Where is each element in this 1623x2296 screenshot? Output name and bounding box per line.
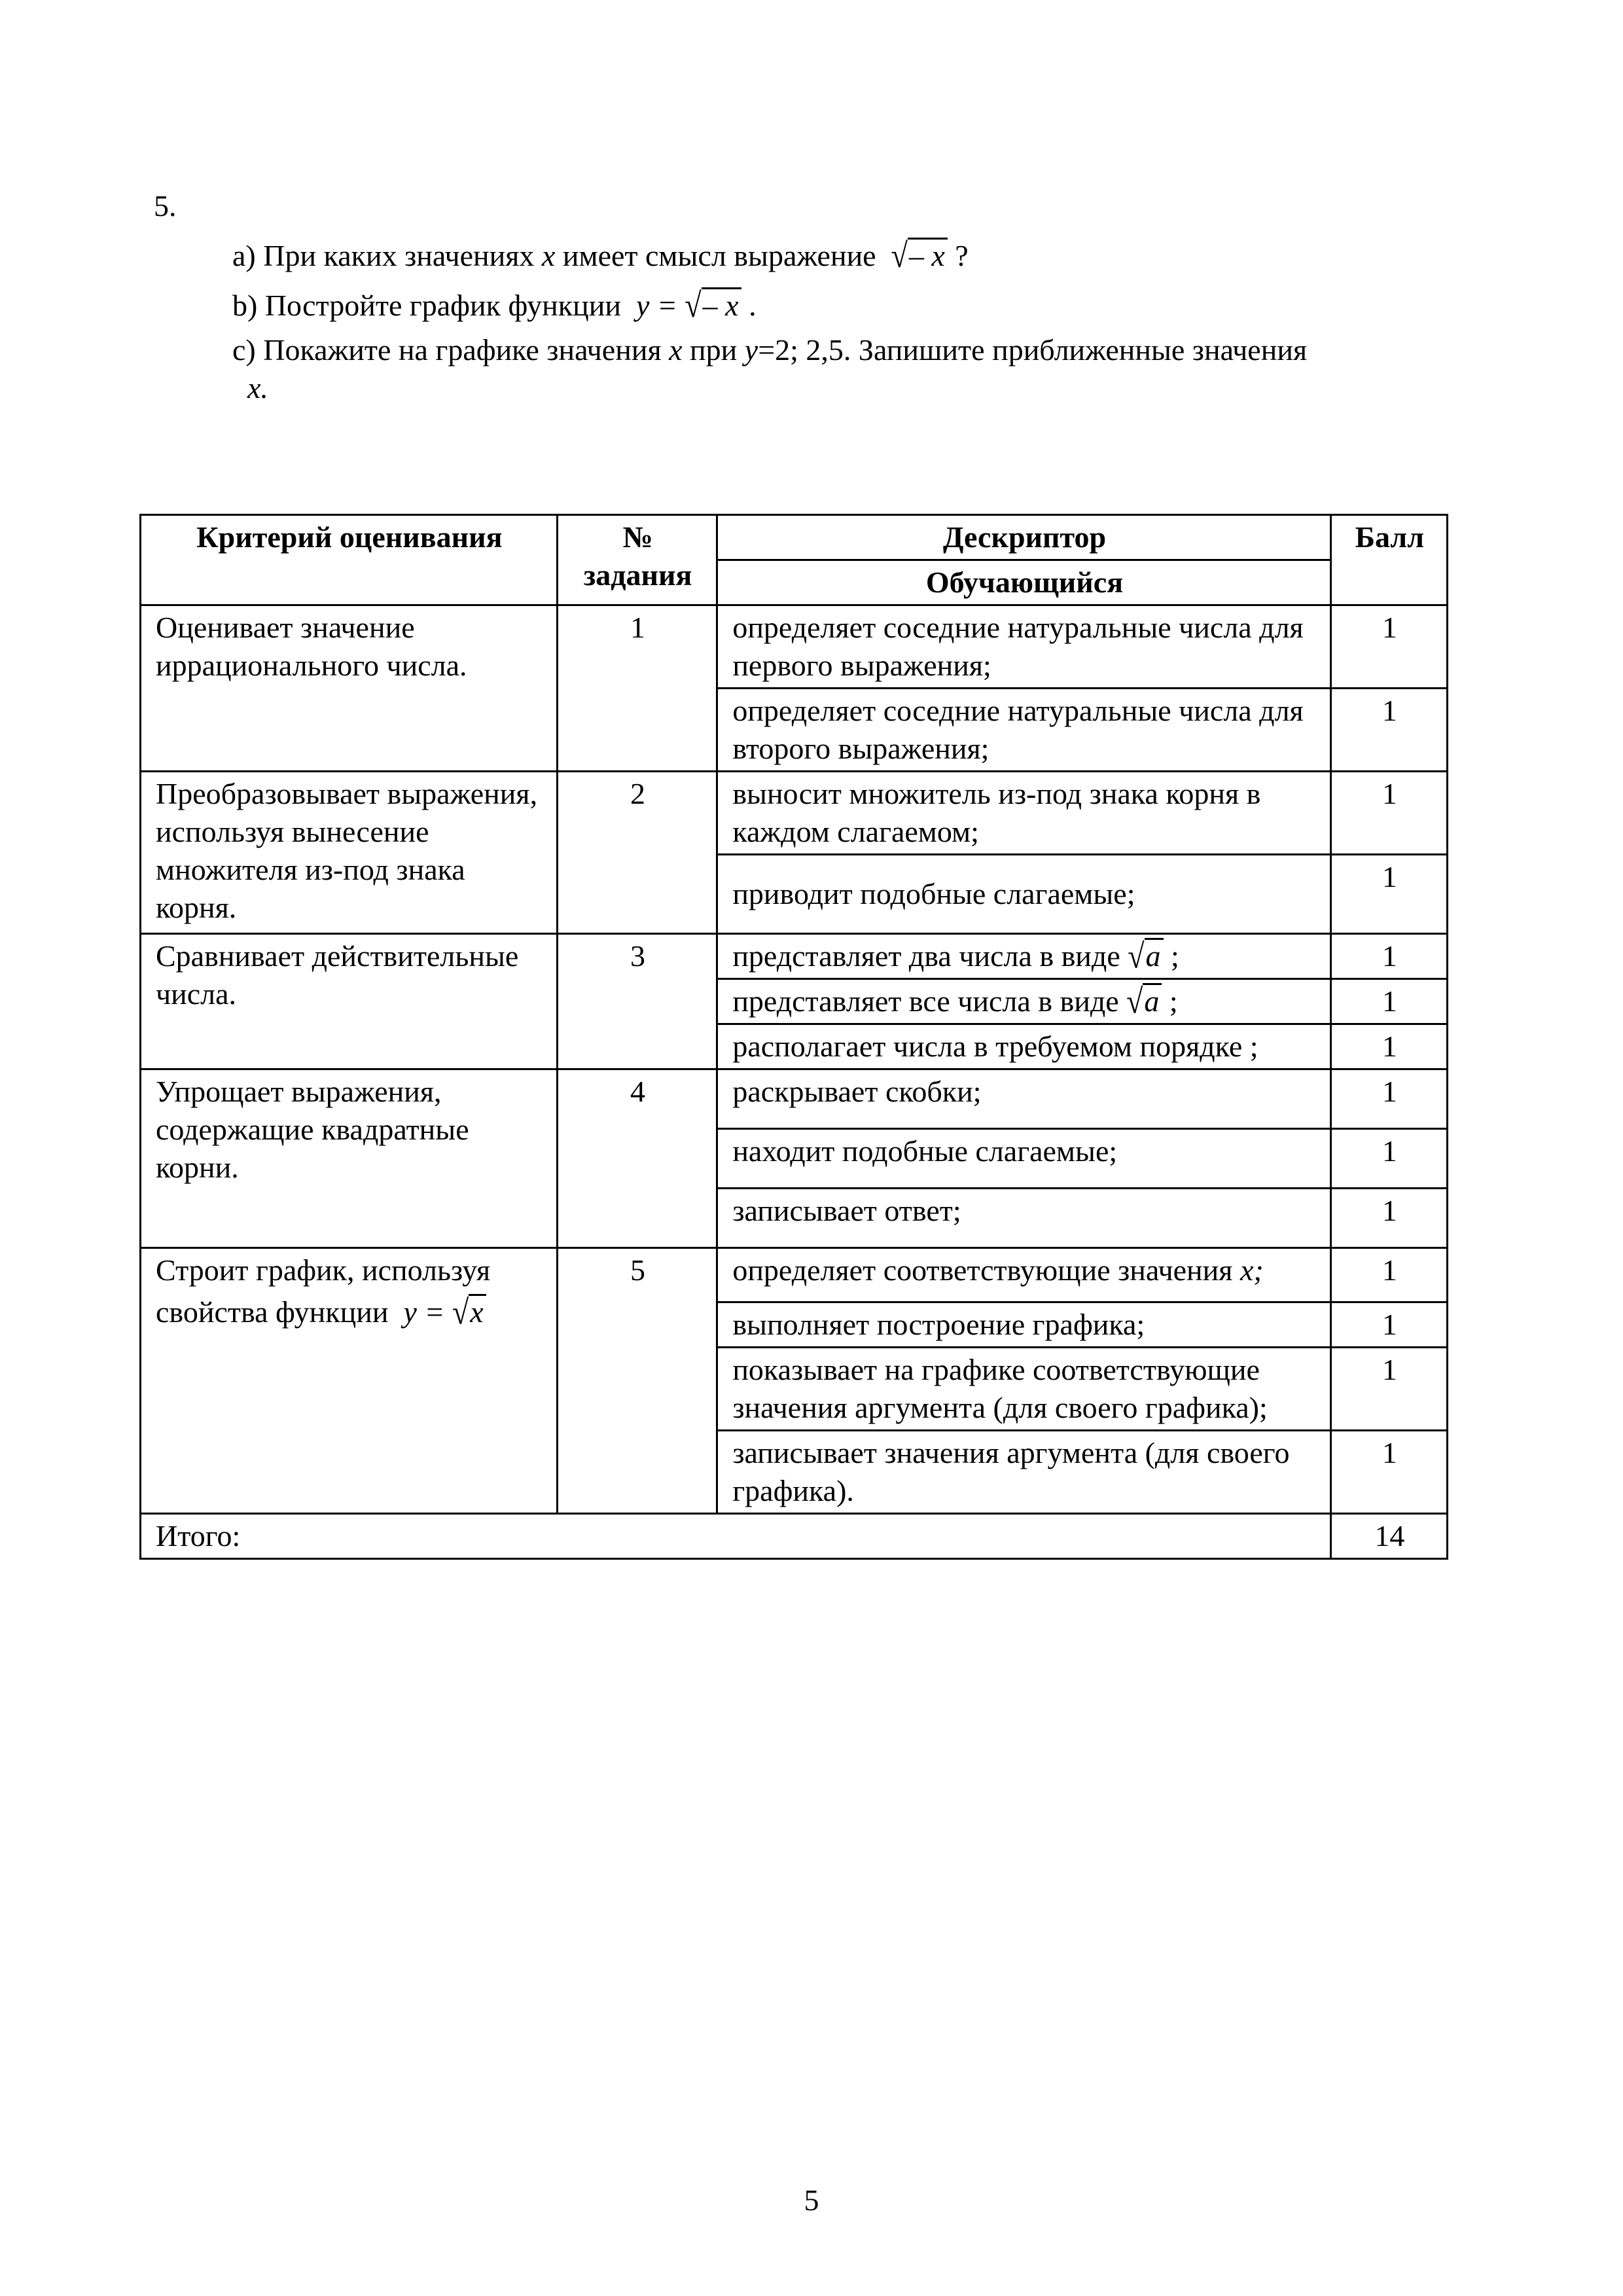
descriptor-cell: показывает на графике соответствующие значения аргумента (для своего графика); [717, 1348, 1330, 1431]
score-cell: 1 [1330, 605, 1447, 689]
score-cell: 1 [1330, 689, 1447, 772]
task-part-c [232, 331, 1307, 369]
radicand: – x [702, 287, 741, 322]
descriptor-cell: определяет соседние натуральные числа для первого выражения; [717, 605, 1330, 689]
score-cell: 1 [1330, 979, 1447, 1024]
descriptor-text: представляет два числа в виде [732, 939, 1120, 973]
task-part-b [232, 287, 757, 325]
radicand: – x [908, 238, 948, 272]
sqrt-minus-x-function [685, 287, 741, 325]
criterion-line-1: Строит график, используя [156, 1253, 491, 1287]
score-cell: 1 [1330, 772, 1447, 855]
descriptor-cell: определяет соседние натуральные числа для второго выражения; [717, 689, 1330, 772]
score-cell: 1 [1330, 1431, 1447, 1514]
task-number: 5. [154, 189, 177, 223]
descriptor-variable: x; [1240, 1253, 1264, 1287]
sqrt-icon: √ [891, 236, 908, 275]
task-a-end: ? [955, 239, 969, 272]
task-number-cell: 5 [557, 1248, 717, 1514]
descriptor-cell [717, 1248, 1330, 1302]
criterion-cell: Упрощает выражения, содержащие квадратные корни. [141, 1069, 558, 1248]
header-criterion: Критерий оценивания [141, 515, 558, 605]
descriptor-end: ; [1169, 984, 1178, 1018]
table-row [141, 772, 1448, 855]
task-number-cell: 4 [557, 1069, 717, 1248]
task-c-text3: =2; 2,5. Запишите приближенные значения [758, 333, 1308, 367]
total-label: Итого: [141, 1514, 1331, 1559]
sqrt-x-formula [452, 1293, 486, 1331]
task-c-var-y: y [744, 333, 758, 367]
task-number-cell: 3 [557, 934, 717, 1069]
descriptor-cell: записывает ответ; [717, 1189, 1330, 1248]
descriptor-end: ; [1171, 939, 1179, 973]
task-a-text: a) При каких значениях [232, 239, 535, 272]
descriptor-cell: выполняет построение графика; [717, 1302, 1330, 1348]
descriptor-cell [717, 979, 1330, 1024]
header-learner: Обучающийся [717, 560, 1330, 605]
sqrt-minus-x-expression [891, 237, 948, 275]
total-value: 14 [1330, 1514, 1447, 1559]
score-cell: 1 [1330, 1248, 1447, 1302]
header-descriptor: Дескриптор [717, 515, 1330, 560]
task-b-text: b) Постройте график функции [232, 289, 621, 322]
task-number-cell: 1 [557, 605, 717, 772]
descriptor-cell: раскрывает скобки; [717, 1069, 1330, 1129]
score-cell: 1 [1330, 934, 1447, 979]
criterion-cell: Сравнивает действительные числа. [141, 934, 558, 1069]
sqrt-a-expression [1128, 937, 1163, 975]
task-part-a [232, 237, 969, 275]
formula-lhs: y = [403, 1295, 445, 1329]
function-lhs: y = [635, 289, 677, 322]
task-a-variable: x [541, 239, 556, 272]
score-cell: 1 [1330, 1348, 1447, 1431]
task-c-text2: при [690, 333, 738, 367]
header-score: Балл [1330, 515, 1447, 605]
descriptor-text: определяет соответствующие значения [732, 1253, 1233, 1287]
table-row [141, 934, 1448, 979]
table-row [141, 1069, 1448, 1129]
task-b-end: . [749, 289, 757, 322]
criterion-cell: Оценивает значение иррационального числа. [141, 605, 558, 772]
table-header-row [141, 515, 1448, 560]
total-row [141, 1514, 1448, 1559]
task-part-c-continuation: x. [247, 371, 268, 404]
descriptor-cell [717, 934, 1330, 979]
sqrt-icon: √ [1126, 982, 1143, 1020]
assessment-rubric-table [139, 514, 1448, 1560]
task-c-var-x: x [669, 333, 683, 367]
task-a-text2: имеет смысл выражение [562, 239, 876, 272]
table-row [141, 1248, 1448, 1302]
task-number-cell: 2 [557, 772, 717, 934]
task-c-text: c) Покажите на графике значения [232, 333, 662, 367]
score-cell: 1 [1330, 1069, 1447, 1129]
header-task-number: № задания [557, 515, 717, 605]
descriptor-cell: находит подобные слагаемые; [717, 1129, 1330, 1189]
sqrt-icon: √ [685, 286, 702, 325]
descriptor-cell: располагает числа в требуемом порядке ; [717, 1024, 1330, 1069]
radicand: a [1143, 983, 1162, 1018]
sqrt-icon: √ [1128, 937, 1145, 975]
radicand: x [469, 1294, 486, 1329]
score-cell: 1 [1330, 1189, 1447, 1248]
score-cell: 1 [1330, 855, 1447, 934]
score-cell: 1 [1330, 1024, 1447, 1069]
table-row [141, 605, 1448, 689]
criterion-line-2 [156, 1293, 543, 1331]
score-cell: 1 [1330, 1129, 1447, 1189]
radicand: a [1145, 938, 1164, 973]
descriptor-cell: записывает значения аргумента (для своего графика). [717, 1431, 1330, 1514]
descriptor-cell: приводит подобные слагаемые; [717, 855, 1330, 934]
criterion-text: свойства функции [156, 1295, 389, 1329]
score-cell: 1 [1330, 1302, 1447, 1348]
descriptor-cell: выносит множитель из-под знака корня в каждом слагаемом; [717, 772, 1330, 855]
criterion-cell: Преобразовывает выражения, используя вынесение множителя из-под знака корня. [141, 772, 558, 934]
page-number: 5 [804, 2183, 819, 2217]
sqrt-a-expression [1126, 982, 1162, 1020]
descriptor-text: представляет все числа в виде [732, 984, 1119, 1018]
criterion-cell [141, 1248, 558, 1514]
sqrt-icon: √ [452, 1293, 469, 1331]
